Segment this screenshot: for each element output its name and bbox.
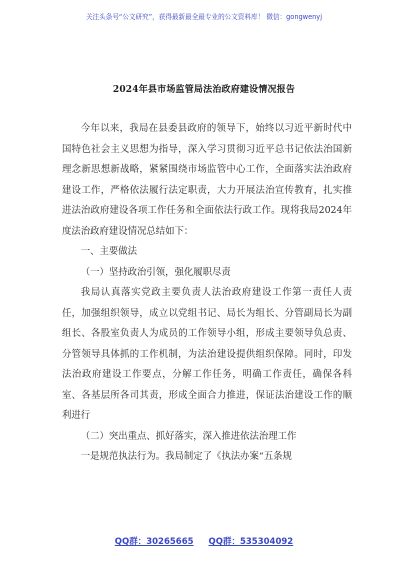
subsection-heading-key-points: （二）突出重点、抓好落实，深入推进依法治理工作 <box>80 430 297 442</box>
qq-group-link-1[interactable]: QQ群：30265665 <box>114 537 194 547</box>
document-title: 2024年县市场监管局法治政府建设情况报告 <box>112 85 296 95</box>
header-banner <box>0 12 408 22</box>
paragraph-responsibility: 我局认真落实党政主要负责人法治政府建设工作第一责任人责任，加强组织领导，成立以党组书记、局长为组长、分管副局长为副组长、各股室负责人为成员的工作领导小组，形成主要领导负总责、分管领导具体抓的工作机制，为法治建设提供组织保障。同时，印发法治政府建设工作要点，分解工作任务，明确工作责任，确保各科室、各基层所各司其责，形成全面合力推进，保证法治建设工作的顺利进行 <box>62 287 352 421</box>
paragraph-intro: 今年以来，我局在县委县政府的领导下，始终以习近平新时代中国特色社会主义思想为指导，深入学习贯彻习近平总书记依法治国新理念新思想新战略，紧紧围绕市场监管中心工作，全面落实法治政府建设工作，严格依法履行法定职责，大力开展法治宣传教育，扎实推进法治政府建设各项工作任务和全面依法行政工作。现将我局2024年度法治政府建设情况总结如下： <box>62 123 352 237</box>
subsection-heading-political-leadership: （一）坚持政治引领，强化履职尽责 <box>80 266 231 278</box>
qq-group-link-2[interactable]: QQ群：535304092 <box>208 537 294 547</box>
section-heading-main-practices: 一、主要做法 <box>80 246 138 257</box>
footer-qq-groups <box>0 536 408 548</box>
banner-link[interactable]: 关注头条号“公文研究”，获得最新最全最专业的公文资料库！ 微信：gongwenyj <box>85 13 323 21</box>
document-body <box>62 119 352 468</box>
paragraph-law-enforcement: 一是规范执法行为。我局制定了《执法办案“五条规 <box>80 451 292 462</box>
